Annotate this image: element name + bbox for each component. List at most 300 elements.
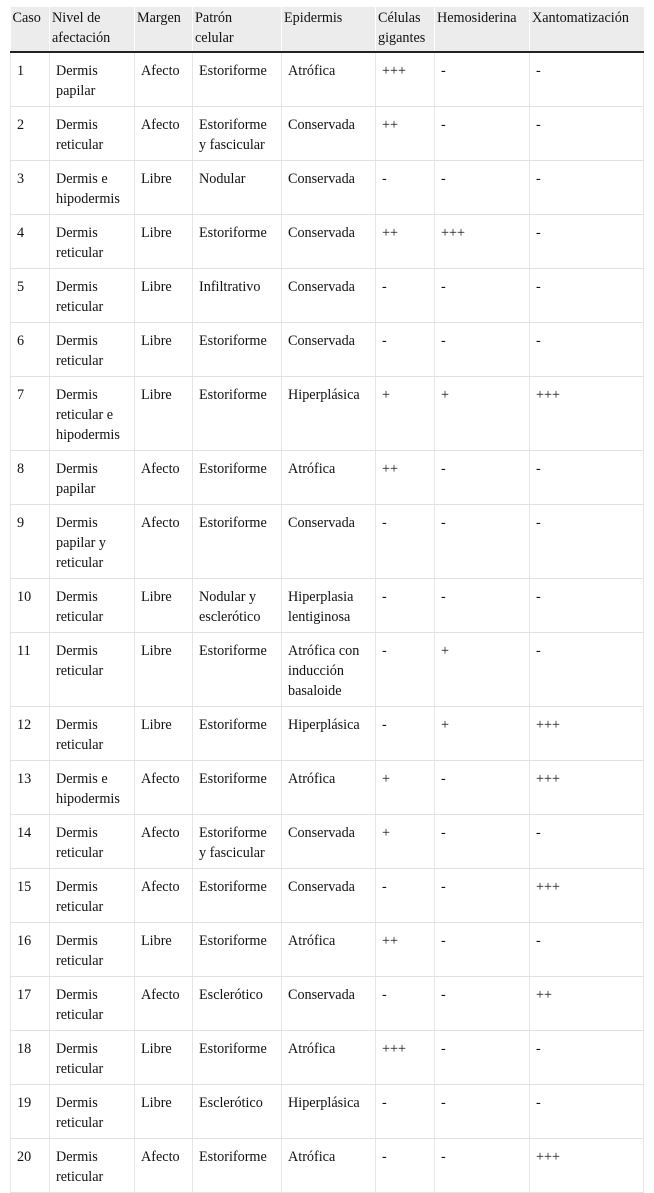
cell-text: papilar <box>56 481 96 497</box>
cell-text: + <box>382 771 391 787</box>
cell-celulas <box>376 505 435 579</box>
cell-epidermis <box>282 815 376 869</box>
table-header <box>11 7 644 52</box>
cell-epidermis <box>282 707 376 761</box>
cell-text: Conservada <box>288 333 355 349</box>
column-header-label: gigantes <box>378 30 426 46</box>
cell-epidermis <box>282 869 376 923</box>
table-row <box>11 377 644 451</box>
cell-text: +++ <box>536 717 561 733</box>
cell-epidermis <box>282 1031 376 1085</box>
cell-patron <box>193 52 282 107</box>
cell-text: reticular <box>56 899 104 915</box>
cell-xantomatizacion <box>530 1031 644 1085</box>
cell-text: inducción <box>288 663 344 679</box>
cell-text: - <box>536 461 541 477</box>
cell-text: Libre <box>141 1041 172 1057</box>
cell-text: papilar <box>56 83 96 99</box>
cell-caso <box>11 815 50 869</box>
cell-epidermis <box>282 377 376 451</box>
cell-xantomatizacion <box>530 323 644 377</box>
cell-text: reticular <box>56 1007 104 1023</box>
cell-text: - <box>382 333 387 349</box>
cell-caso <box>11 505 50 579</box>
cell-text: Estoriforme <box>199 771 267 787</box>
cell-text: reticular e <box>56 407 114 423</box>
cell-xantomatizacion <box>530 977 644 1031</box>
cell-text: Conservada <box>288 279 355 295</box>
cell-text: - <box>536 643 541 659</box>
table-row <box>11 269 644 323</box>
cell-xantomatizacion <box>530 923 644 977</box>
cell-hemosiderina <box>435 107 530 161</box>
cell-text: Dermis <box>56 825 98 841</box>
cell-text: + <box>441 387 450 403</box>
cell-text: Afecto <box>141 879 180 895</box>
cell-text: - <box>441 771 446 787</box>
cell-text: +++ <box>536 879 561 895</box>
cell-text: Dermis <box>56 1095 98 1111</box>
cell-text: - <box>382 717 387 733</box>
cell-celulas <box>376 761 435 815</box>
cell-text: +++ <box>536 771 561 787</box>
cell-text: ++ <box>536 987 553 1003</box>
cell-celulas <box>376 707 435 761</box>
cell-patron <box>193 579 282 633</box>
cell-nivel <box>50 107 135 161</box>
cell-text: reticular <box>56 137 104 153</box>
cell-text: +++ <box>382 1041 407 1057</box>
table-row <box>11 977 644 1031</box>
cell-text: - <box>441 333 446 349</box>
cell-text: Libre <box>141 387 172 403</box>
cell-text: 8 <box>17 461 25 477</box>
cell-celulas <box>376 923 435 977</box>
cell-text: Afecto <box>141 461 180 477</box>
cell-patron <box>193 377 282 451</box>
column-header-label: afectación <box>52 30 111 46</box>
cell-xantomatizacion <box>530 1139 644 1193</box>
cell-text: - <box>382 987 387 1003</box>
cell-text: - <box>441 1095 446 1111</box>
cell-text: +++ <box>382 63 407 79</box>
cell-text: Dermis <box>56 333 98 349</box>
cell-text: - <box>441 987 446 1003</box>
cell-hemosiderina <box>435 815 530 869</box>
cell-text: ++ <box>382 461 399 477</box>
cell-text: 1 <box>17 63 25 79</box>
cell-margen <box>135 52 193 107</box>
cell-text: Conservada <box>288 515 355 531</box>
cell-text: Conservada <box>288 117 355 133</box>
cell-text: 12 <box>17 717 32 733</box>
cell-text: + <box>382 387 391 403</box>
cell-text: reticular <box>56 299 104 315</box>
cell-caso <box>11 323 50 377</box>
cell-text: Dermis <box>56 279 98 295</box>
cell-hemosiderina <box>435 215 530 269</box>
column-header-label: Xantomatización <box>532 10 629 26</box>
table-row <box>11 52 644 107</box>
cell-text: - <box>441 461 446 477</box>
cell-text: + <box>441 643 450 659</box>
cell-text: hipodermis <box>56 427 120 443</box>
cell-caso <box>11 107 50 161</box>
cell-celulas <box>376 215 435 269</box>
table-row <box>11 869 644 923</box>
cell-celulas <box>376 323 435 377</box>
cell-text: Libre <box>141 933 172 949</box>
cell-text: - <box>441 63 446 79</box>
cell-text: - <box>441 117 446 133</box>
cell-text: y fascicular <box>199 845 265 861</box>
cell-caso <box>11 707 50 761</box>
cell-text: Nodular <box>199 171 246 187</box>
table-row <box>11 161 644 215</box>
cell-epidermis <box>282 505 376 579</box>
cell-text: Estoriforme <box>199 387 267 403</box>
cell-text: Atrófica <box>288 933 336 949</box>
cell-text: - <box>441 879 446 895</box>
cell-margen <box>135 707 193 761</box>
column-header-label: Células <box>378 10 421 26</box>
cell-celulas <box>376 52 435 107</box>
cell-celulas <box>376 633 435 707</box>
table-row <box>11 815 644 869</box>
cell-text: + <box>441 717 450 733</box>
cell-xantomatizacion <box>530 52 644 107</box>
column-header-label: Hemosiderina <box>437 10 517 26</box>
cell-text: - <box>536 225 541 241</box>
cell-text: - <box>536 825 541 841</box>
cell-text: - <box>441 589 446 605</box>
cell-text: + <box>382 825 391 841</box>
cell-text: reticular <box>56 1115 104 1131</box>
table-row <box>11 923 644 977</box>
cell-patron <box>193 869 282 923</box>
cell-patron <box>193 977 282 1031</box>
cell-text: Estoriforme <box>199 879 267 895</box>
cell-text: Dermis <box>56 461 98 477</box>
cell-text: - <box>441 933 446 949</box>
cell-text: Estoriforme <box>199 643 267 659</box>
column-header-label: Epidermis <box>284 10 343 26</box>
table-row <box>11 1139 644 1193</box>
cell-margen <box>135 761 193 815</box>
cell-text: Atrófica <box>288 461 336 477</box>
cell-hemosiderina <box>435 1139 530 1193</box>
cell-celulas <box>376 451 435 505</box>
cell-text: Esclerótico <box>199 987 263 1003</box>
cell-text: Dermis <box>56 879 98 895</box>
cell-nivel <box>50 505 135 579</box>
cell-caso <box>11 161 50 215</box>
cell-text: Atrófica <box>288 771 336 787</box>
cell-text: Afecto <box>141 1149 180 1165</box>
column-header-xantomatizacion <box>530 7 644 52</box>
cell-caso <box>11 633 50 707</box>
cell-patron <box>193 761 282 815</box>
cell-nivel <box>50 1139 135 1193</box>
cell-celulas <box>376 579 435 633</box>
cell-text: - <box>536 1041 541 1057</box>
cell-text: Libre <box>141 1095 172 1111</box>
cell-patron <box>193 815 282 869</box>
cell-text: - <box>536 63 541 79</box>
cell-text: Libre <box>141 171 172 187</box>
cell-nivel <box>50 451 135 505</box>
cell-hemosiderina <box>435 451 530 505</box>
cell-text: 7 <box>17 387 25 403</box>
cell-celulas <box>376 1139 435 1193</box>
cell-epidermis <box>282 1085 376 1139</box>
cell-text: Conservada <box>288 225 355 241</box>
cell-celulas <box>376 107 435 161</box>
cell-text: Estoriforme <box>199 1149 267 1165</box>
cell-epidermis <box>282 761 376 815</box>
cell-text: Dermis <box>56 1041 98 1057</box>
cell-caso <box>11 269 50 323</box>
cell-text: Dermis <box>56 1149 98 1165</box>
cell-text: - <box>382 879 387 895</box>
cell-text: 13 <box>17 771 32 787</box>
cell-text: - <box>441 825 446 841</box>
cell-patron <box>193 323 282 377</box>
cell-patron <box>193 107 282 161</box>
cell-xantomatizacion <box>530 215 644 269</box>
cell-text: Conservada <box>288 171 355 187</box>
cell-text: y fascicular <box>199 137 265 153</box>
cell-text: Dermis <box>56 225 98 241</box>
column-header-label: celular <box>195 30 234 46</box>
cell-hemosiderina <box>435 269 530 323</box>
cell-text: - <box>382 1149 387 1165</box>
cell-text: - <box>382 643 387 659</box>
cell-text: Atrófica <box>288 1149 336 1165</box>
cell-text: Conservada <box>288 879 355 895</box>
cell-text: Estoriforme <box>199 717 267 733</box>
cell-text: reticular <box>56 737 104 753</box>
cell-xantomatizacion <box>530 707 644 761</box>
cell-nivel <box>50 707 135 761</box>
cell-text: Hiperplásica <box>288 717 360 733</box>
cell-text: Dermis <box>56 643 98 659</box>
cell-text: 10 <box>17 589 32 605</box>
cell-text: Estoriforme <box>199 515 267 531</box>
cell-text: reticular <box>56 555 104 571</box>
cell-text: Hiperplásica <box>288 1095 360 1111</box>
cell-text: Atrófica <box>288 63 336 79</box>
cell-caso <box>11 52 50 107</box>
cell-text: Libre <box>141 225 172 241</box>
table-row <box>11 323 644 377</box>
table-body <box>11 52 644 1193</box>
cell-margen <box>135 1139 193 1193</box>
cell-text: lentiginosa <box>288 609 351 625</box>
cell-hemosiderina <box>435 377 530 451</box>
table-row <box>11 633 644 707</box>
cell-text: Esclerótico <box>199 1095 263 1111</box>
cell-text: Dermis <box>56 987 98 1003</box>
cell-epidermis <box>282 451 376 505</box>
cell-xantomatizacion <box>530 633 644 707</box>
cell-celulas <box>376 977 435 1031</box>
cell-caso <box>11 923 50 977</box>
column-header-caso <box>11 7 50 52</box>
cell-xantomatizacion <box>530 505 644 579</box>
cell-text: Dermis <box>56 589 98 605</box>
cell-text: 14 <box>17 825 32 841</box>
table-row <box>11 505 644 579</box>
cell-text: 17 <box>17 987 32 1003</box>
cell-patron <box>193 1085 282 1139</box>
cell-text: Dermis <box>56 117 98 133</box>
cell-margen <box>135 923 193 977</box>
cell-text: 18 <box>17 1041 32 1057</box>
cell-epidermis <box>282 923 376 977</box>
cell-hemosiderina <box>435 977 530 1031</box>
cell-nivel <box>50 923 135 977</box>
cell-patron <box>193 1139 282 1193</box>
cell-text: ++ <box>382 225 399 241</box>
cell-text: 9 <box>17 515 25 531</box>
column-header-nivel <box>50 7 135 52</box>
case-table-container <box>10 7 643 1193</box>
cell-text: - <box>536 279 541 295</box>
cell-text: Dermis e <box>56 171 108 187</box>
cell-hemosiderina <box>435 505 530 579</box>
cell-text: esclerótico <box>199 609 261 625</box>
cell-xantomatizacion <box>530 1085 644 1139</box>
column-header-margen <box>135 7 193 52</box>
cell-text: reticular <box>56 953 104 969</box>
cell-epidermis <box>282 633 376 707</box>
cell-caso <box>11 869 50 923</box>
cell-nivel <box>50 761 135 815</box>
table-row <box>11 707 644 761</box>
cell-text: Estoriforme <box>199 333 267 349</box>
cell-text: - <box>441 515 446 531</box>
cell-celulas <box>376 269 435 323</box>
cell-patron <box>193 451 282 505</box>
cell-epidermis <box>282 161 376 215</box>
cell-margen <box>135 269 193 323</box>
cell-patron <box>193 1031 282 1085</box>
cell-text: Estoriforme <box>199 117 267 133</box>
cell-text: reticular <box>56 245 104 261</box>
column-header-label: Nivel de <box>52 10 101 26</box>
cell-margen <box>135 1085 193 1139</box>
cell-nivel <box>50 977 135 1031</box>
cell-text: - <box>382 515 387 531</box>
cell-text: Estoriforme <box>199 461 267 477</box>
cell-hemosiderina <box>435 579 530 633</box>
cell-margen <box>135 107 193 161</box>
cell-patron <box>193 269 282 323</box>
cell-text: papilar y <box>56 535 107 551</box>
cell-text: Estoriforme <box>199 933 267 949</box>
cell-margen <box>135 161 193 215</box>
cell-epidermis <box>282 977 376 1031</box>
table-row <box>11 107 644 161</box>
cell-xantomatizacion <box>530 451 644 505</box>
cell-nivel <box>50 579 135 633</box>
cell-margen <box>135 977 193 1031</box>
cell-caso <box>11 579 50 633</box>
cell-text: Atrófica <box>288 1041 336 1057</box>
cell-margen <box>135 815 193 869</box>
cell-patron <box>193 923 282 977</box>
cell-caso <box>11 977 50 1031</box>
cell-nivel <box>50 377 135 451</box>
cell-text: reticular <box>56 609 104 625</box>
cell-nivel <box>50 215 135 269</box>
cell-text: Libre <box>141 643 172 659</box>
cell-patron <box>193 215 282 269</box>
cell-caso <box>11 1139 50 1193</box>
cell-text: - <box>382 589 387 605</box>
cell-caso <box>11 1085 50 1139</box>
cell-text: Afecto <box>141 117 180 133</box>
cell-caso <box>11 377 50 451</box>
cell-text: Dermis <box>56 933 98 949</box>
cell-text: 4 <box>17 225 25 241</box>
cell-text: ++ <box>382 933 399 949</box>
cell-nivel <box>50 633 135 707</box>
cell-margen <box>135 505 193 579</box>
cell-text: Afecto <box>141 515 180 531</box>
cell-text: hipodermis <box>56 191 120 207</box>
cell-epidermis <box>282 1139 376 1193</box>
cell-xantomatizacion <box>530 579 644 633</box>
case-table <box>10 7 644 1193</box>
cell-nivel <box>50 161 135 215</box>
cell-margen <box>135 869 193 923</box>
column-header-label: Patrón <box>195 10 233 26</box>
cell-nivel <box>50 323 135 377</box>
cell-hemosiderina <box>435 761 530 815</box>
cell-margen <box>135 377 193 451</box>
cell-celulas <box>376 1085 435 1139</box>
cell-text: Afecto <box>141 771 180 787</box>
cell-text: - <box>536 333 541 349</box>
cell-caso <box>11 215 50 269</box>
table-row <box>11 1031 644 1085</box>
cell-text: 20 <box>17 1149 32 1165</box>
cell-epidermis <box>282 52 376 107</box>
cell-xantomatizacion <box>530 815 644 869</box>
cell-caso <box>11 761 50 815</box>
cell-text: reticular <box>56 1169 104 1185</box>
cell-patron <box>193 633 282 707</box>
cell-caso <box>11 451 50 505</box>
cell-margen <box>135 633 193 707</box>
cell-celulas <box>376 377 435 451</box>
cell-hemosiderina <box>435 161 530 215</box>
cell-text: ++ <box>382 117 399 133</box>
cell-margen <box>135 451 193 505</box>
cell-hemosiderina <box>435 633 530 707</box>
table-row <box>11 579 644 633</box>
cell-margen <box>135 1031 193 1085</box>
cell-celulas <box>376 869 435 923</box>
cell-text: Afecto <box>141 825 180 841</box>
cell-hemosiderina <box>435 707 530 761</box>
cell-text: 19 <box>17 1095 32 1111</box>
cell-text: Dermis <box>56 387 98 403</box>
cell-epidermis <box>282 215 376 269</box>
cell-text: Libre <box>141 279 172 295</box>
